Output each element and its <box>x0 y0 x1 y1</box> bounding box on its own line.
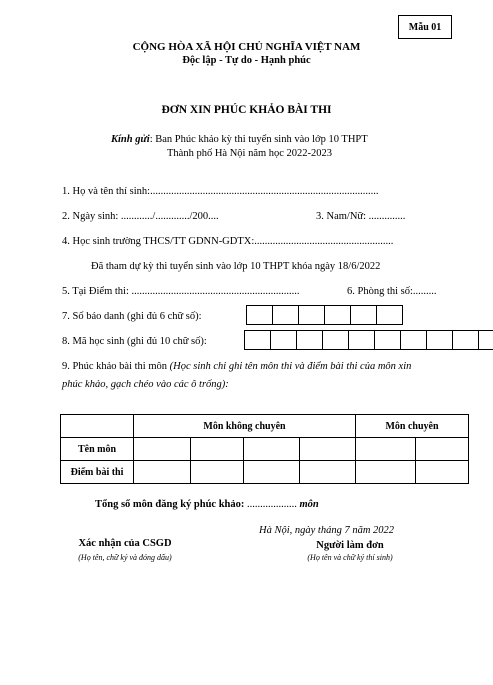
digit-box[interactable] <box>400 330 427 350</box>
recipient-text-1: : Ban Phúc khảo kỳ thi tuyển sinh vào lớp 10 THPT <box>149 134 368 145</box>
subject-cell[interactable] <box>244 438 300 461</box>
subject-cell[interactable] <box>416 438 469 461</box>
form-code-badge: Mẫu 01 <box>398 15 452 39</box>
digit-box[interactable] <box>270 330 297 350</box>
left-signature-note: (Họ tên, chữ ký và đóng dấu) <box>78 553 172 562</box>
table-row <box>61 461 469 484</box>
digit-box[interactable] <box>244 330 271 350</box>
recipient-line-1 <box>111 134 368 145</box>
digit-box[interactable] <box>350 305 377 325</box>
digit-box[interactable] <box>298 305 325 325</box>
digit-box[interactable] <box>272 305 299 325</box>
digit-box[interactable] <box>296 330 323 350</box>
review-line-1 <box>62 361 411 372</box>
right-signature-note: (Họ tên và chữ ký thí sinh) <box>307 553 393 562</box>
full-name-field[interactable]: 1. Họ và tên thí sinh:....................................................................................... <box>62 186 379 197</box>
total-unit: môn <box>296 499 319 510</box>
country-header: CỘNG HÒA XÃ HỘI CHỦ NGHĨA VIỆT NAM <box>132 41 361 53</box>
digit-box[interactable] <box>376 305 403 325</box>
subject-cell[interactable] <box>300 438 356 461</box>
left-signature-title: Xác nhận của CSGD <box>78 538 172 549</box>
score-cell[interactable] <box>416 461 469 484</box>
review-note-1: (Học sinh chỉ ghi tên môn thi và điểm bài thi của môn xin <box>169 361 412 372</box>
group-non-specialized: Môn không chuyên <box>134 415 356 438</box>
subject-cell[interactable] <box>134 438 191 461</box>
total-label: Tổng số môn đăng ký phúc khảo: <box>95 499 248 510</box>
digit-box[interactable] <box>324 305 351 325</box>
review-prefix: 9. Phúc khảo bài thi môn <box>62 361 170 372</box>
recipient-line-2: Thành phố Hà Nội năm học 2022-2023 <box>167 148 333 159</box>
digit-box[interactable] <box>426 330 453 350</box>
total-subjects <box>95 499 319 510</box>
table-row <box>61 438 469 461</box>
recipient-label: Kính gửi <box>111 134 150 145</box>
exam-site-field[interactable]: 5. Tại Điểm thi: ................................................................ <box>62 286 300 297</box>
score-cell[interactable] <box>134 461 191 484</box>
motto: Độc lập - Tự do - Hạnh phúc <box>182 55 311 66</box>
score-cell[interactable] <box>356 461 416 484</box>
room-field[interactable]: 6. Phòng thi số:......... <box>347 286 437 297</box>
subject-cell[interactable] <box>191 438 244 461</box>
candidate-number-boxes[interactable] <box>246 305 402 325</box>
row-label-subject: Tên môn <box>61 438 134 461</box>
grades-table <box>60 414 469 484</box>
table-corner-cell <box>61 415 134 438</box>
subject-cell[interactable] <box>356 438 416 461</box>
digit-box[interactable] <box>348 330 375 350</box>
document-title: ĐƠN XIN PHÚC KHẢO BÀI THI <box>161 104 332 116</box>
student-id-boxes[interactable] <box>244 330 493 350</box>
place-date: Hà Nội, ngày tháng 7 năm 2022 <box>259 525 395 536</box>
digit-box[interactable] <box>452 330 479 350</box>
digit-box[interactable] <box>322 330 349 350</box>
student-id-label: 8. Mã học sinh (ghi đủ 10 chữ số): <box>62 336 207 347</box>
school-field[interactable]: 4. Học sinh trường THCS/TT GDNN-GDTX:..................................................... <box>62 236 394 247</box>
score-cell[interactable] <box>191 461 244 484</box>
score-cell[interactable] <box>300 461 356 484</box>
dob-field[interactable]: 2. Ngày sinh: ............/............./200.... <box>62 211 219 222</box>
total-dots[interactable]: ................... <box>247 499 297 510</box>
table-header-row <box>61 415 469 438</box>
candidate-number-label: 7. Số báo danh (ghi đủ 6 chữ số): <box>62 311 202 322</box>
review-note-2: phúc khảo, gạch chéo vào các ô trống): <box>62 379 229 390</box>
digit-box[interactable] <box>374 330 401 350</box>
row-label-score: Điểm bài thi <box>61 461 134 484</box>
group-specialized: Môn chuyên <box>356 415 469 438</box>
score-cell[interactable] <box>244 461 300 484</box>
right-signature-title: Người làm đơn <box>316 540 384 551</box>
digit-box[interactable] <box>478 330 493 350</box>
gender-field[interactable]: 3. Nam/Nữ: .............. <box>316 211 406 222</box>
digit-box[interactable] <box>246 305 273 325</box>
exam-note: Đã tham dự kỳ thi tuyển sinh vào lớp 10 THPT khóa ngày 18/6/2022 <box>91 261 381 272</box>
